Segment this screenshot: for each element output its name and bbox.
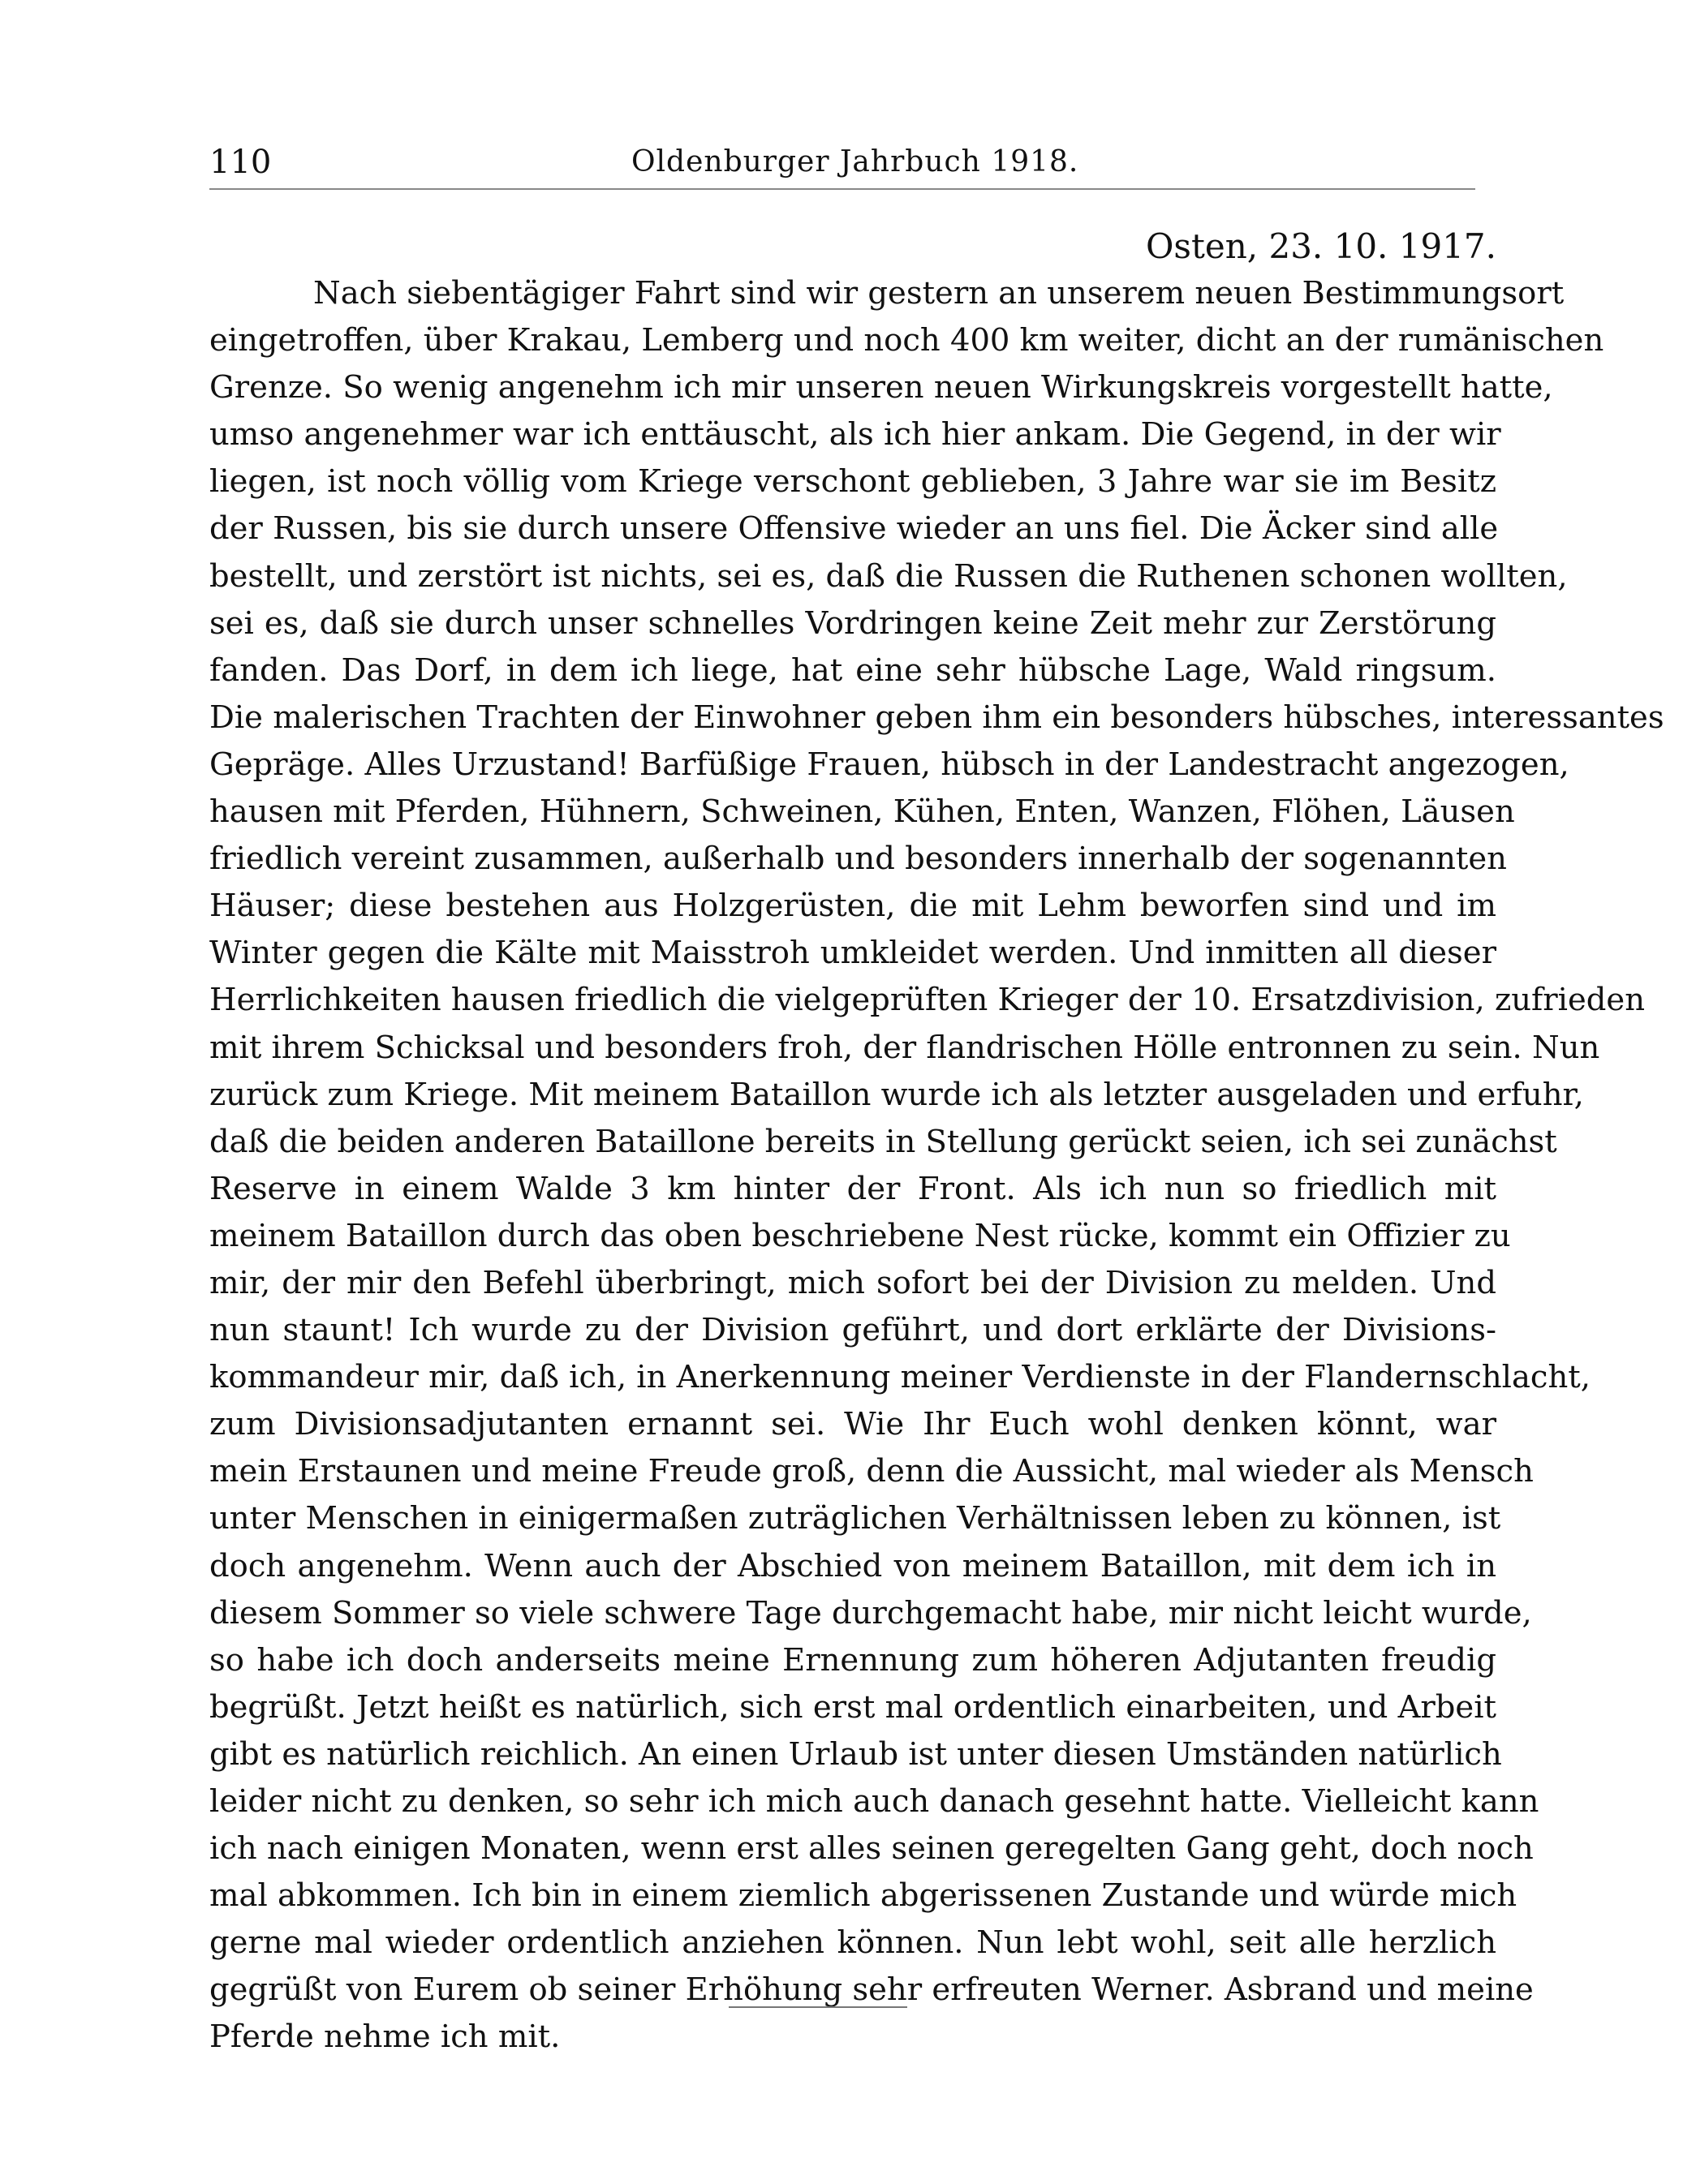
text-line: doch angenehm. Wenn auch der Abschied von meinem Bataillon, mit dem ich in <box>209 1547 1496 1584</box>
text-line: nun staunt! Ich wurde zu der Division geführt, und dort erklärte der Divisions- <box>209 1312 1496 1349</box>
text-line: hausen mit Pferden, Hühnern, Schweinen, Kühen, Enten, Wanzen, Flöhen, Läusen <box>209 793 1515 831</box>
text-line: Winter gegen die Kälte mit Maisstroh umkleidet werden. Und inmitten all dieser <box>209 935 1496 972</box>
text-line: Reserve in einem Walde 3 km hinter der Front. Als ich nun so friedlich mit <box>209 1170 1496 1207</box>
text-line: meinem Bataillon durch das oben beschriebene Nest rücke, kommt ein Offizier zu <box>209 1217 1511 1254</box>
text-line: begrüßt. Jetzt heißt es natürlich, sich erst mal ordentlich einarbeiten, und Arbeit <box>209 1688 1496 1726</box>
text-line: zurück zum Kriege. Mit meinem Bataillon wurde ich als letzter ausgeladen und erfuhr, <box>209 1076 1584 1113</box>
text-line: Pferde nehme ich mit. <box>209 2018 561 2056</box>
letter-dateline: Osten, 23. 10. 1917. <box>1146 226 1496 266</box>
text-line: bestellt, und zerstört ist nichts, sei es, daß die Russen die Ruthenen schonen wollten, <box>209 557 1568 595</box>
text-line: friedlich vereint zusammen, außerhalb und besonders innerhalb der sogenannten <box>209 840 1507 878</box>
text-line: gerne mal wieder ordentlich anziehen können. Nun lebt wohl, seit alle herzlich <box>209 1924 1496 1962</box>
text-line: umso angenehmer war ich enttäuscht, als ich hier ankam. Die Gegend, in der wir <box>209 416 1501 454</box>
text-line: daß die beiden anderen Bataillone bereits in Stellung gerückt seien, ich sei zunächst <box>209 1123 1557 1160</box>
text-line: gegrüßt von Eurem ob seiner Erhöhung sehr erfreuten Werner. Asbrand und meine <box>209 1971 1534 2009</box>
page-number: 110 <box>209 144 272 181</box>
text-line: Die malerischen Trachten der Einwohner geben ihm ein besonders hübsches, interessantes <box>209 699 1664 736</box>
text-line: diesem Sommer so viele schwere Tage durchgemacht habe, mir nicht leicht wurde, <box>209 1594 1532 1632</box>
text-line: zum Divisionsadjutanten ernannt sei. Wie Ihr Euch wohl denken könnt, war <box>209 1406 1496 1443</box>
text-line: Herrlichkeiten hausen friedlich die vielgeprüften Krieger der 10. Ersatzdivision, zufrieden <box>209 982 1646 1019</box>
text-line: ich nach einigen Monaten, wenn erst alles seinen geregelten Gang geht, doch noch <box>209 1830 1534 1868</box>
text-line: mein Erstaunen und meine Freude groß, denn die Aussicht, mal wieder als Mensch <box>209 1453 1534 1490</box>
text-line: gibt es natürlich reichlich. An einen Urlaub ist unter diesen Umständen natürlich <box>209 1735 1502 1773</box>
text-line: mal abkommen. Ich bin in einem ziemlich abgerissenen Zustande und würde mich <box>209 1877 1517 1915</box>
text-line: liegen, ist noch völlig vom Kriege verschont geblieben, 3 Jahre war sie im Besitz <box>209 463 1496 501</box>
text-line: mit ihrem Schicksal und besonders froh, der flandrischen Hölle entronnen zu sein. Nun <box>209 1029 1600 1066</box>
page-header <box>209 138 1500 187</box>
text-line: eingetroffen, über Krakau, Lemberg und noch 400 km weiter, dicht an der rumänischen <box>209 322 1604 359</box>
text-line: Grenze. So wenig angenehm ich mir unseren neuen Wirkungskreis vorgestellt hatte, <box>209 369 1553 406</box>
running-title: Oldenburger Jahrbuch 1918. <box>631 145 1079 178</box>
text-line: Häuser; diese bestehen aus Holzgerüsten, die mit Lehm beworfen sind und im <box>209 888 1496 925</box>
text-line: der Russen, bis sie durch unsere Offensive wieder an uns fiel. Die Äcker sind alle <box>209 510 1499 548</box>
text-line: mir, der mir den Befehl überbringt, mich sofort bei der Division zu melden. Und <box>209 1264 1496 1301</box>
end-rule <box>729 2006 907 2008</box>
text-line: unter Menschen in einigermaßen zuträglichen Verhältnissen leben zu können, ist <box>209 1500 1501 1537</box>
text-line: so habe ich doch anderseits meine Ernennung zum höheren Adjutanten freudig <box>209 1641 1496 1679</box>
text-line: leider nicht zu denken, so sehr ich mich auch danach gesehnt hatte. Vielleicht kann <box>209 1783 1539 1820</box>
text-line: fanden. Das Dorf, in dem ich liege, hat eine sehr hübsche Lage, Wald ringsum. <box>209 651 1496 689</box>
text-line: kommandeur mir, daß ich, in Anerkennung meiner Verdienste in der Flandernschlacht, <box>209 1359 1591 1396</box>
letter-body <box>209 270 1664 2061</box>
text-line: Nach siebentägiger Fahrt sind wir gestern an unserem neuen Bestimmungsort <box>313 275 1565 312</box>
header-rule <box>209 188 1475 190</box>
text-line: sei es, daß sie durch unser schnelles Vordringen keine Zeit mehr zur Zerstörung <box>209 604 1496 642</box>
text-line: Gepräge. Alles Urzustand! Barfüßige Frauen, hübsch in der Landestracht angezogen, <box>209 746 1569 783</box>
